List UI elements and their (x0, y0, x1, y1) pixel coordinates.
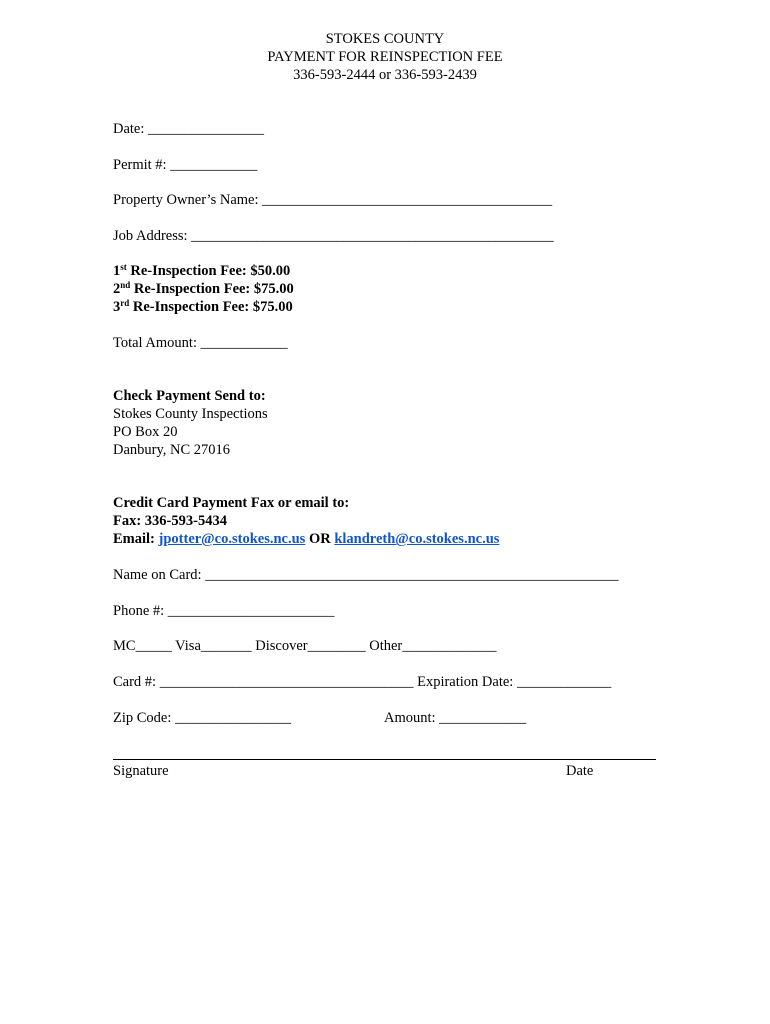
check-heading: Check Payment Send to: (113, 388, 266, 404)
check-address-line-3: Danbury, NC 27016 (113, 442, 231, 458)
check-address-line-2: PO Box 20 (113, 424, 178, 440)
name-on-card-field[interactable]: Name on Card: _________________________________________________________ (113, 567, 619, 583)
email-link-klandreth[interactable]: klandreth@co.stokes.nc.us (334, 531, 500, 547)
card-number-expiration-field[interactable]: Card #: ___________________________________ Expiration Date: _____________ (113, 674, 612, 690)
amount-field[interactable]: Amount: ____________ (384, 710, 527, 726)
check-address-line-1: Stokes County Inspections (113, 406, 268, 422)
date-field[interactable]: Date: ________________ (113, 121, 265, 137)
email-link-jpotter[interactable]: jpotter@co.stokes.nc.us (158, 531, 306, 547)
phone-numbers: 336-593-2444 or 336-593-2439 (293, 67, 477, 83)
signature-line[interactable] (113, 759, 656, 760)
owner-name-field[interactable]: Property Owner’s Name: ________________________________________ (113, 192, 553, 208)
job-address-field[interactable]: Job Address: __________________________________________________ (113, 228, 554, 244)
fax-number: Fax: 336-593-5434 (113, 513, 227, 529)
total-amount-field[interactable]: Total Amount: ____________ (113, 335, 288, 351)
credit-heading: Credit Card Payment Fax or email to: (113, 495, 350, 511)
signature-date-label: Date (566, 763, 594, 779)
permit-field[interactable]: Permit #: ____________ (113, 157, 258, 173)
fee-line-1: 1st Re-Inspection Fee: $50.00 (113, 262, 291, 279)
fee-line-3: 3rd Re-Inspection Fee: $75.00 (113, 298, 293, 315)
form-title: PAYMENT FOR REINSPECTION FEE (267, 49, 503, 65)
fee-line-2: 2nd Re-Inspection Fee: $75.00 (113, 280, 294, 297)
card-type-options[interactable]: MC_____ Visa_______ Discover________ Other_____________ (113, 638, 497, 654)
email-line: Email: jpotter@co.stokes.nc.us OR klandreth@co.stokes.nc.us (113, 531, 500, 547)
zip-code-field[interactable]: Zip Code: ________________ (113, 710, 292, 726)
card-phone-field[interactable]: Phone #: _______________________ (113, 603, 335, 619)
signature-label: Signature (113, 763, 169, 779)
county-name: STOKES COUNTY (325, 31, 445, 47)
